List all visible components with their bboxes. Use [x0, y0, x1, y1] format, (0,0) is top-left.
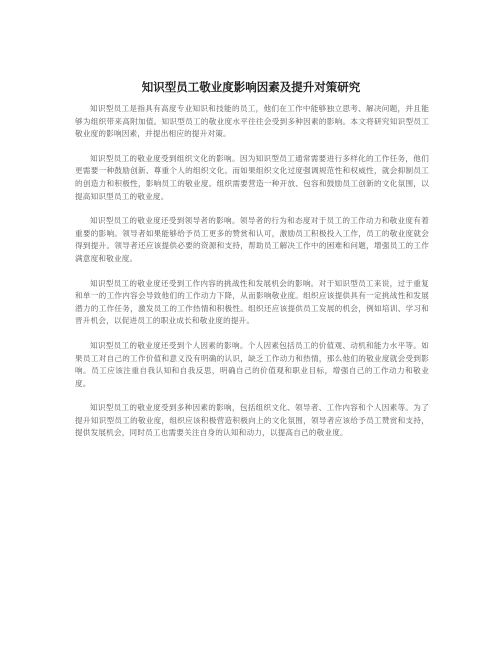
paragraph-work-content: 知识型员工的敬业度还受到工作内容的挑战性和发展机会的影响。对于知识型员工来说，过于重复和单一的工作内容会导致他们的工作动力下降，从而影响敬业度。组织应该提供具有一定挑战性和发展潜力的工作任务，激发员工的工作热情和积极性。组织还应该提供员工发展的机会，例如培训、学习和晋升机会，以促进员工的职业成长和敬业度的提升。: [75, 278, 429, 326]
paragraph-conclusion: 知识型员工的敬业度受到多种因素的影响，包括组织文化、领导者、工作内容和个人因素等。为了提升知识型员工的敬业度，组织应该积极营造积极向上的文化氛围，领导者应该给予员工赞赏和支持，提供发展机会，同时员工也需要关注自身的认知和动力，以提高自己的敬业度。: [75, 403, 429, 438]
paragraph-intro: 知识型员工是指具有高度专业知识和技能的员工，他们在工作中能够独立思考、解决问题，并且能够为组织带来高附加值。知识型员工的敬业度水平往往会受到多种因素的影响。本文将研究知识型员工敬业度的影响因素，并提出相应的提升对策。: [75, 104, 429, 139]
paragraph-organizational-culture: 知识型员工的敬业度受到组织文化的影响。因为知识型员工通常需要进行多样化的工作任务，他们更需要一种鼓励创新、尊重个人的组织文化。而如果组织文化过度强调规范性和权威性，就会抑制员工的创造力和积极性，影响员工的敬业度。组织需要营造一种开放、包容和鼓励员工创新的文化氛围，以提高知识型员工的敬业度。: [75, 153, 429, 201]
paragraph-personal-factors: 知识型员工的敬业度还受到个人因素的影响。个人因素包括员工的价值观、动机和能力水平等。如果员工对自己的工作价值和意义没有明确的认识，缺乏工作动力和热情，那么他们的敬业度就会受到影响。员工应该注重自我认知和自我反思，明确自己的价值观和职业目标，增强自己的工作动力和敬业度。: [75, 340, 429, 388]
document-title: 知识型员工敬业度影响因素及提升对策研究: [141, 80, 361, 94]
document-body: [75, 103, 429, 452]
paragraph-leadership: 知识型员工的敬业度还受到领导者的影响。领导者的行为和态度对于员工的工作动力和敬业度有着重要的影响。领导者如果能够给予员工更多的赞赏和认可，激励员工积极投入工作，员工的敬业度就会得到提升。领导者还应该提供必要的资源和支持，帮助员工解决工作中的困难和问题，增强员工的工作满意度和敬业度。: [75, 216, 429, 263]
